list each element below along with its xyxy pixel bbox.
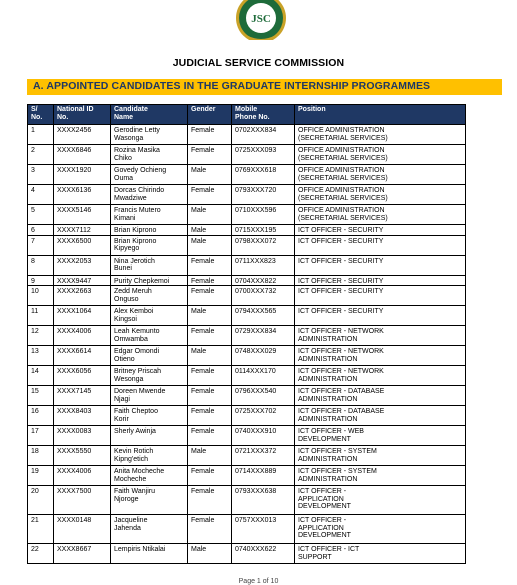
cell-sno: 2 — [28, 145, 54, 165]
cell-sno: 10 — [28, 286, 54, 306]
cell-sno: 21 — [28, 515, 54, 544]
cell-candidate-name: Faith Wanjiru Njoroge — [111, 486, 188, 515]
cell-position: OFFICE ADMINISTRATION (SECRETARIAL SERVICES) — [295, 125, 466, 145]
table-row — [28, 306, 466, 326]
cell-candidate-name: Dorcas Chirindo Mwadziwe — [111, 185, 188, 205]
cell-gender: Female — [188, 185, 232, 205]
col-header-position: Position — [295, 105, 466, 125]
cell-mobile: 0714XXX889 — [232, 466, 295, 486]
cell-candidate-name: Britney Priscah Wesonga — [111, 366, 188, 386]
table-row — [28, 544, 466, 564]
table-row — [28, 346, 466, 366]
cell-mobile: 0740XXX910 — [232, 426, 295, 446]
cell-candidate-name: Brian Kiprono — [111, 225, 188, 236]
cell-position: ICT OFFICER - APPLICATION DEVELOPMENT — [295, 515, 466, 544]
candidates-table — [27, 104, 466, 564]
cell-national-id: XXXX7145 — [54, 386, 111, 406]
table-row — [28, 165, 466, 185]
table-row — [28, 145, 466, 165]
cell-mobile: 0793XXX638 — [232, 486, 295, 515]
table-row — [28, 255, 466, 275]
cell-national-id: XXXX8667 — [54, 544, 111, 564]
cell-national-id: XXXX6846 — [54, 145, 111, 165]
table-row — [28, 125, 466, 145]
cell-national-id: XXXX4006 — [54, 326, 111, 346]
cell-gender: Female — [188, 486, 232, 515]
cell-candidate-name: Francis Mutero Kimani — [111, 205, 188, 225]
cell-national-id: XXXX2456 — [54, 125, 111, 145]
cell-mobile: 0769XXX618 — [232, 165, 295, 185]
cell-gender: Female — [188, 275, 232, 286]
cell-mobile: 0740XXX622 — [232, 544, 295, 564]
cell-sno: 14 — [28, 366, 54, 386]
jsc-logo — [228, 0, 294, 40]
cell-gender: Male — [188, 205, 232, 225]
cell-national-id: XXXX1064 — [54, 306, 111, 326]
cell-position: OFFICE ADMINISTRATION (SECRETARIAL SERVICES) — [295, 145, 466, 165]
cell-gender: Female — [188, 406, 232, 426]
cell-mobile: 0725XXX702 — [232, 406, 295, 426]
table-row — [28, 426, 466, 446]
cell-mobile: 0725XXX093 — [232, 145, 295, 165]
cell-candidate-name: Nina Jerotich Bunei — [111, 255, 188, 275]
cell-national-id: XXXX6056 — [54, 366, 111, 386]
table-row — [28, 235, 466, 255]
cell-national-id: XXXX1920 — [54, 165, 111, 185]
cell-gender: Male — [188, 544, 232, 564]
cell-gender: Female — [188, 255, 232, 275]
cell-mobile: 0798XXX072 — [232, 235, 295, 255]
cell-national-id: XXXX5146 — [54, 205, 111, 225]
cell-candidate-name: Zedd Meruh Onguso — [111, 286, 188, 306]
cell-candidate-name: Leah Kemunto Omwamba — [111, 326, 188, 346]
table-row — [28, 286, 466, 306]
cell-gender: Male — [188, 446, 232, 466]
cell-mobile: 0721XXX372 — [232, 446, 295, 466]
cell-sno: 17 — [28, 426, 54, 446]
cell-sno: 9 — [28, 275, 54, 286]
cell-position: OFFICE ADMINISTRATION (SECRETARIAL SERVICES) — [295, 165, 466, 185]
cell-gender: Female — [188, 286, 232, 306]
cell-gender: Female — [188, 466, 232, 486]
cell-national-id: XXXX0083 — [54, 426, 111, 446]
cell-position: ICT OFFICER - DATABASE ADMINISTRATION — [295, 386, 466, 406]
cell-position: OFFICE ADMINISTRATION (SECRETARIAL SERVICES) — [295, 185, 466, 205]
cell-national-id: XXXX2053 — [54, 255, 111, 275]
cell-position: ICT OFFICER - SECURITY — [295, 225, 466, 236]
table-header-row — [28, 105, 466, 125]
cell-mobile: 0748XXX029 — [232, 346, 295, 366]
cell-sno: 13 — [28, 346, 54, 366]
cell-candidate-name: Rozina Masika Chiko — [111, 145, 188, 165]
cell-national-id: XXXX7112 — [54, 225, 111, 236]
cell-mobile: 0710XXX596 — [232, 205, 295, 225]
cell-candidate-name: Faith Cheptoo Korir — [111, 406, 188, 426]
table-row — [28, 466, 466, 486]
table-row — [28, 515, 466, 544]
cell-gender: Male — [188, 346, 232, 366]
cell-mobile: 0702XXX834 — [232, 125, 295, 145]
cell-candidate-name: Alex Kemboi Kingsoi — [111, 306, 188, 326]
cell-gender: Female — [188, 366, 232, 386]
section-bar — [27, 79, 502, 95]
cell-position: ICT OFFICER - NETWORK ADMINISTRATION — [295, 366, 466, 386]
table-row — [28, 486, 466, 515]
cell-candidate-name: Jacqueline Jahenda — [111, 515, 188, 544]
table-row — [28, 406, 466, 426]
cell-sno: 18 — [28, 446, 54, 466]
cell-sno: 8 — [28, 255, 54, 275]
cell-candidate-name: Gerodine Letty Wasonga — [111, 125, 188, 145]
org-title: JUDICIAL SERVICE COMMISSION — [172, 57, 345, 69]
cell-mobile: 0711XXX823 — [232, 255, 295, 275]
cell-position: ICT OFFICER - SECURITY — [295, 275, 466, 286]
cell-mobile: 0794XXX565 — [232, 306, 295, 326]
cell-mobile: 0704XXX822 — [232, 275, 295, 286]
cell-position: ICT OFFICER - SECURITY — [295, 255, 466, 275]
cell-sno: 5 — [28, 205, 54, 225]
cell-position: ICT OFFICER - SECURITY — [295, 286, 466, 306]
col-header-national-id: National ID No. — [54, 105, 111, 125]
logo-text: JSC — [251, 13, 271, 25]
page-footer: Page 1 of 10 — [238, 578, 279, 585]
col-header-candidate-name: Candidate Name — [111, 105, 188, 125]
cell-position: ICT OFFICER - NETWORK ADMINISTRATION — [295, 346, 466, 366]
cell-position: ICT OFFICER - APPLICATION DEVELOPMENT — [295, 486, 466, 515]
cell-sno: 7 — [28, 235, 54, 255]
cell-national-id: XXXX9447 — [54, 275, 111, 286]
cell-position: OFFICE ADMINISTRATION (SECRETARIAL SERVICES) — [295, 205, 466, 225]
cell-position: ICT OFFICER - DATABASE ADMINISTRATION — [295, 406, 466, 426]
cell-mobile: 0796XXX540 — [232, 386, 295, 406]
table-row — [28, 205, 466, 225]
cell-candidate-name: Kevin Rotich Kipng'etich — [111, 446, 188, 466]
cell-gender: Male — [188, 165, 232, 185]
cell-mobile: 0757XXX013 — [232, 515, 295, 544]
cell-national-id: XXXX2663 — [54, 286, 111, 306]
cell-position: ICT OFFICER - WEB DEVELOPMENT — [295, 426, 466, 446]
col-header-mobile: Mobile Phone No. — [232, 105, 295, 125]
cell-gender: Male — [188, 306, 232, 326]
cell-position: ICT OFFICER - SECURITY — [295, 235, 466, 255]
cell-candidate-name: Anita Mocheche Mocheche — [111, 466, 188, 486]
table-row — [28, 386, 466, 406]
cell-gender: Female — [188, 326, 232, 346]
cell-national-id: XXXX4006 — [54, 466, 111, 486]
cell-sno: 22 — [28, 544, 54, 564]
cell-candidate-name: Edgar Omondi Otieno — [111, 346, 188, 366]
table-row — [28, 275, 466, 286]
cell-candidate-name: Doreen Mwende Njagi — [111, 386, 188, 406]
cell-national-id: XXXX0148 — [54, 515, 111, 544]
cell-sno: 15 — [28, 386, 54, 406]
cell-position: ICT OFFICER - SECURITY — [295, 306, 466, 326]
cell-gender: Male — [188, 225, 232, 236]
cell-mobile: 0715XXX195 — [232, 225, 295, 236]
cell-sno: 4 — [28, 185, 54, 205]
cell-mobile: 0114XXX170 — [232, 366, 295, 386]
cell-candidate-name: Sherly Awinja — [111, 426, 188, 446]
cell-sno: 19 — [28, 466, 54, 486]
cell-sno: 12 — [28, 326, 54, 346]
col-header-sno: S/ No. — [28, 105, 54, 125]
cell-gender: Female — [188, 125, 232, 145]
cell-sno: 11 — [28, 306, 54, 326]
table-body — [28, 125, 466, 564]
cell-national-id: XXXX5550 — [54, 446, 111, 466]
cell-candidate-name: Brian Kiprono Kipyego — [111, 235, 188, 255]
cell-national-id: XXXX7500 — [54, 486, 111, 515]
table-row — [28, 326, 466, 346]
cell-candidate-name: Lempiris Ntikalai — [111, 544, 188, 564]
cell-candidate-name: Govedy Ochieng Ouma — [111, 165, 188, 185]
table-row — [28, 185, 466, 205]
cell-national-id: XXXX8403 — [54, 406, 111, 426]
cell-position: ICT OFFICER - SYSTEM ADMINISTRATION — [295, 446, 466, 466]
cell-mobile: 0700XXX732 — [232, 286, 295, 306]
cell-position: ICT OFFICER - ICT SUPPORT — [295, 544, 466, 564]
section-title: A. APPOINTED CANDIDATES IN THE GRADUATE INTERNSHIP PROGRAMMES — [33, 80, 431, 92]
cell-sno: 20 — [28, 486, 54, 515]
cell-gender: Female — [188, 386, 232, 406]
cell-gender: Male — [188, 235, 232, 255]
cell-position: ICT OFFICER - NETWORK ADMINISTRATION — [295, 326, 466, 346]
table-row — [28, 446, 466, 466]
cell-national-id: XXXX6614 — [54, 346, 111, 366]
cell-gender: Female — [188, 515, 232, 544]
cell-sno: 1 — [28, 125, 54, 145]
cell-gender: Female — [188, 426, 232, 446]
cell-mobile: 0729XXX834 — [232, 326, 295, 346]
cell-sno: 16 — [28, 406, 54, 426]
cell-national-id: XXXX6136 — [54, 185, 111, 205]
cell-sno: 3 — [28, 165, 54, 185]
cell-mobile: 0793XXX720 — [232, 185, 295, 205]
cell-national-id: XXXX6500 — [54, 235, 111, 255]
cell-position: ICT OFFICER - SYSTEM ADMINISTRATION — [295, 466, 466, 486]
table-row — [28, 225, 466, 236]
cell-candidate-name: Purity Chepkemoi — [111, 275, 188, 286]
table-row — [28, 366, 466, 386]
cell-sno: 6 — [28, 225, 54, 236]
col-header-gender: Gender — [188, 105, 232, 125]
cell-gender: Female — [188, 145, 232, 165]
